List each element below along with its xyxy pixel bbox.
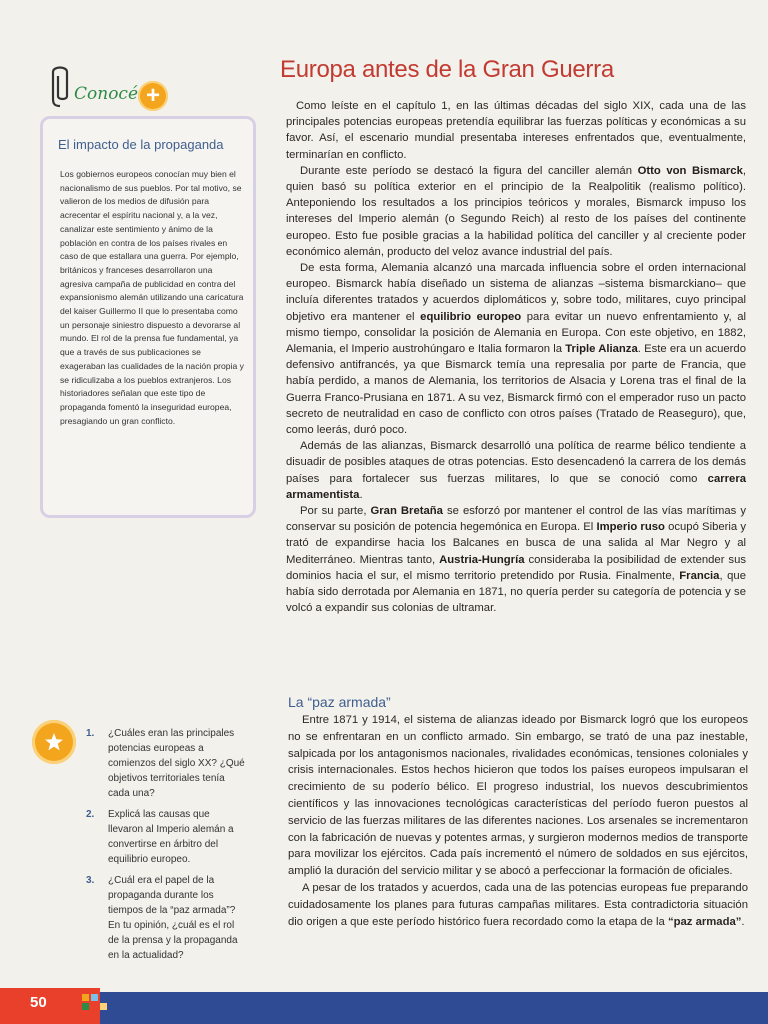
paperclip-icon <box>50 62 70 108</box>
paragraph-1: Como leíste en el capítulo 1, en las últimas décadas del siglo XIX, cada una de las principales potencias europeas pretendía equilibrar las fuerzas políticas y económicas a su favor. Así, el escenario mundial presentaba intereses enfrentados que, eventualmente, terminarían en conflicto. <box>286 100 746 161</box>
paragraph-2: Durante este período se destacó la figura del canciller alemán Otto von Bismarck, quien basó su política exterior en el principio de la Realpolitik (realismo político). Anteponiendo los resultados a los principios teóricos y morales, Bismarck impuso los intereses del Imperio alemán (o Segundo Reich) al resto de los países del continente europeo. Esto fue posible gracias a la habilidad política del canciller y al creciente poder económico alemán, producto del veloz avance industrial del país. <box>286 164 746 258</box>
page-number: 50 <box>30 994 47 1011</box>
question-item: 3. ¿Cuál era el papel de la propaganda durante los tiempos de la “paz armada”? En tu opinión, ¿cuál es el rol de la prensa y la propaganda en la actualidad? <box>86 875 238 961</box>
section2-text <box>288 712 748 930</box>
sidebar-title: El impacto de la propaganda <box>58 137 224 152</box>
section2-paragraph-2: A pesar de los tratados y acuerdos, cada una de las potencias europeas fue preparando cuidadosamente los planes para futuras campañas militares. Esta contradictoria situación dio origen a que este período histórico fuera recordado como la etapa de la “paz armada”. <box>288 881 748 928</box>
section2-paragraph-1: Entre 1871 y 1914, el sistema de alianzas ideado por Bismarck logró que los europeos no se enfrentaran en un conflicto armado. Sin embargo, se trató de una paz inestable, salpicada por los antagonismos nacionales, rivalidades económicas, tensiones coloniales y crisis internacionales. Estos hechos hicieron que todos los países europeos impulsaran el crecimiento de su poderío bélico. El progreso industrial, los nuevos descubrimientos científicos y las innovaciones tecnológicas características del período fueron puestos al servicio de las fuerzas militares de las diferentes naciones. Los arsenales se incrementaron con la fabricación de nuevas y potentes armas, y surgieron modernos medios de transporte para movilizar los ejércitos. Cada país incrementó el número de soldados en sus ejércitos, amplió la duración del servicio militar y se abocó a perfeccionar la formación de oficiales. <box>288 714 748 878</box>
paragraph-3: De esta forma, Alemania alcanzó una marcada influencia sobre el orden internacional europeo. Bismarck había diseñado un sistema de alianzas –sistema bismarckiano– que incluía diferentes tratados y acuerdos diplomáticos y, sobre todo, militares, cuyo principal objetivo era mantener el equilibrio europeo para evitar un nuevo enfrentamiento y, al mismo tiempo, consolidar la posición de Alemania en Europa. Con este objetivo, en 1882, Alemania, el Imperio austrohúngaro e Italia formaron la Triple Alianza. Este era un acuerdo defensivo antifrancés, ya que Bismarck temía una represalia por parte de Francia, que había perdido, a manos de Alemania, los territorios de Alsacia y Lorena tras el final de la Guerra Franco-Prusiana en 1871. A su vez, Bismarck firmó con el emperador ruso un pacto secreto de neutralidad en caso de conflicto con otros países (Tratado de Reaseguro), que, como leerás, duró poco. <box>286 262 747 437</box>
page-title: Europa antes de la Gran Guerra <box>280 56 614 83</box>
question-item: 1. ¿Cuáles eran las principales potencias europeas a comienzos del siglo XX? ¿Qué objetivos territoriales tenía cada una? <box>86 728 245 799</box>
pencil-star-icon <box>44 732 64 752</box>
sidebar-text: Los gobiernos europeos conocían muy bien el nacionalismo de sus pueblos. Por tal motivo, se valieron de los medios de difusión para acrecentar el espíritu nacional y, a la vez, canalizar este sentimiento y ánimo de la población en contra de los países rivales en caso de que estallara una guerra. Por ejemplo, británicos y franceses desarrollaron una agresiva campaña de publicidad en contra del expansionismo alemán utilizando una caricatura del kaiser Guillermo II que lo presentaba como un personaje siniestro dispuesto a devorarse al mundo. El rol de la prensa fue fundamental, ya que a través de sus publicaciones se exageraban las cualidades de la nación propia y se ridiculizaba a los pueblos extranjeros. Los historiadores señalan que este tipo de propaganda fomentó la inseguridad europea, presagiando un gran conflicto. <box>60 169 244 426</box>
footer-bar <box>0 992 768 1024</box>
questions-list <box>86 726 246 969</box>
paragraph-5: Por su parte, Gran Bretaña se esforzó por mantener el control de las vías marítimas y conservar su posición de potencia hegemónica en Europa. El Imperio ruso ocupó Siberia y trató de expandirse hacia los Balcanes en busca de una salida al Mar Negro y al Mediterráneo. Mientras tanto, Austria-Hungría consideraba la posibilidad de extender sus dominios hacia el sur, el mismo territorio pretendido por Rusia. Finalmente, Francia, que había sido derrotada por Alemania en 1871, no quería perder su categoría de potencia y se volcó a expandir sus colonias de ultramar. <box>286 505 747 615</box>
conoce-label: Conocé <box>74 84 139 104</box>
main-text-column <box>286 98 746 617</box>
section-title-paz-armada: La “paz armada” <box>288 694 391 710</box>
plus-icon: + <box>138 81 168 111</box>
paragraph-4: Además de las alianzas, Bismarck desarrolló una política de rearme bélico tendiente a disuadir de posibles ataques de otras potencias. Esto desencadenó la carrera de los demás países para fortalecer sus fuerzas militares, lo que se conoció como carrera armamentista. <box>286 440 746 501</box>
question-item: 2. Explicá las causas que llevaron al Imperio alemán a convertirse en árbitro del equilibrio europeo. <box>86 809 234 865</box>
